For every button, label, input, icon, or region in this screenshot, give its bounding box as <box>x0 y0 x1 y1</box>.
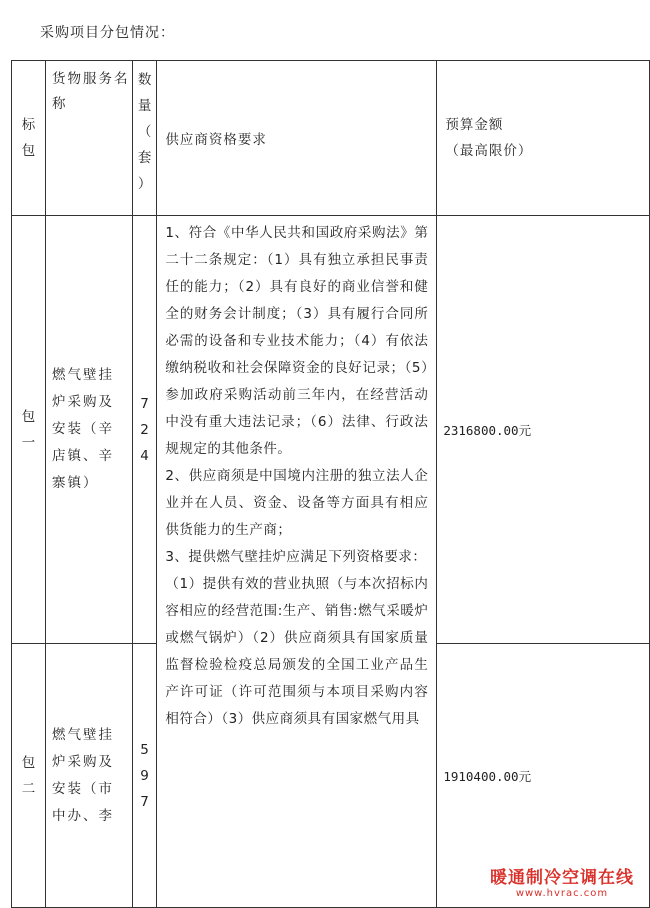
package-id-char: 一 <box>21 434 36 451</box>
requirement-item: （1）提供有效的营业执照（与本次招标内容相应的经营范围:生产、销售:燃气采暖炉或燃气锅炉）（2）供应商须具有国家质量监督检验检疫总局颁发的全国工业产品生产许可证（许可范围须与本项目采购内容相符合）（3）供应商须具有国家燃气用具 <box>165 576 429 727</box>
quantity-digit: 9 <box>140 767 149 784</box>
intro-text: 采购项目分包情况： <box>40 25 175 41</box>
header-quantity-char: 套 <box>137 150 152 166</box>
header-quantity-char: （ <box>137 124 152 140</box>
package-name: 燃气壁挂炉采购及安装（市中办、李 <box>46 644 133 908</box>
requirement-item: 3、提供燃气壁挂炉应满足下列资格要求： <box>165 549 427 565</box>
package-id-char: 包 <box>21 754 36 771</box>
header-package-char: 包 <box>21 143 36 159</box>
header-quantity <box>132 61 157 216</box>
package-id-char: 包 <box>21 408 36 425</box>
header-budget-note: （最高限价） <box>445 143 533 159</box>
header-budget-title: 预算金额 <box>445 117 504 133</box>
quantity-digit: 2 <box>140 421 149 438</box>
package-budget: 1910400.00元 <box>437 644 650 908</box>
package-quantity <box>132 216 157 644</box>
table-row <box>12 216 650 644</box>
requirements-text <box>157 216 437 908</box>
header-quantity-char: 数 <box>137 72 152 88</box>
table-header-row <box>12 61 650 216</box>
header-budget <box>437 61 650 216</box>
package-budget: 2316800.00元 <box>437 216 650 644</box>
requirement-item: 1、符合《中华人民共和国政府采购法》第二十二条规定：（1）具有独立承担民事责任的能力；（2）具有良好的商业信誉和健全的财务会计制度；（3）具有履行合同所必需的设备和专业技术能力；（4）有依法缴纳税收和社会保障资金的良好记录；（5）参加政府采购活动前三年内，在经营活动中没有重大违法记录；（6）法律、行政法规规定的其他条件。 <box>165 225 429 457</box>
header-package-char: 标 <box>21 117 36 133</box>
header-requirements: 供应商资格要求 <box>157 61 437 216</box>
quantity-digit: 4 <box>140 447 149 464</box>
watermark-url: www.hvrac.com <box>515 888 609 899</box>
quantity-digit: 7 <box>140 395 149 412</box>
header-name: 货物服务名称 <box>46 61 133 216</box>
quantity-digit: 5 <box>140 741 149 758</box>
requirement-item: 2、供应商须是中国境内注册的独立法人企业并在人员、资金、设备等方面具有相应供货能力的生产商； <box>165 468 429 538</box>
package-table <box>11 60 650 908</box>
package-quantity <box>132 644 157 908</box>
watermark-logo <box>488 863 636 899</box>
watermark-text: 暖通制冷空调在线 <box>490 868 634 888</box>
header-quantity-char: ） <box>137 176 152 192</box>
header-package <box>12 61 46 216</box>
package-id-char: 二 <box>21 780 36 797</box>
package-id <box>12 216 46 644</box>
package-id <box>12 644 46 908</box>
header-quantity-char: 量 <box>137 98 152 114</box>
package-name: 燃气壁挂炉采购及安装（辛店镇、辛寨镇） <box>46 216 133 644</box>
quantity-digit: 7 <box>140 793 149 810</box>
